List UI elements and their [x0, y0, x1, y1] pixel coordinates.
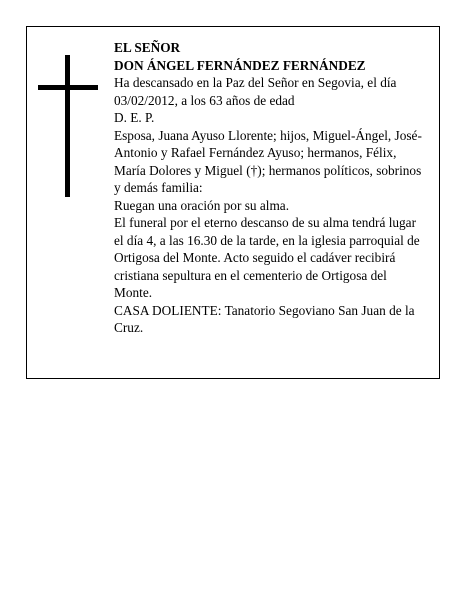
rip-line: D. E. P. — [114, 110, 155, 125]
notice-title-line-2: DON ÁNGEL FERNÁNDEZ FERNÁNDEZ — [114, 57, 366, 73]
funeral-details: El funeral por el eterno descanso de su alma tendrá lugar el día 4, a las 16.30 de la tarde, en la iglesia parroquial de Ortigosa del Monte. Acto seguido el cadáver recibirá cristiana sepultura en el cementerio de Ortigosa del Monte. — [114, 215, 420, 300]
family-list: Esposa, Juana Ayuso Llorente; hijos, Miguel-Ángel, José-Antonio y Rafael Fernández Ayuso; hermanos, Félix, María Dolores y Miguel (†); hermanos políticos, sobrinos y demás familia: — [114, 127, 422, 195]
death-announcement: Ha descansado en la Paz del Señor en Segovia, el día 03/02/2012, a los 63 años de edad — [114, 75, 397, 108]
cross-icon — [38, 55, 98, 197]
mourning-house: CASA DOLIENTE: Tanatorio Segoviano San Juan de la Cruz. — [114, 302, 415, 335]
notice-title-line-1: EL SEÑOR — [114, 40, 181, 55]
obituary-text — [114, 39, 424, 337]
cross-horizontal-bar — [38, 85, 98, 90]
cross-vertical-bar — [65, 55, 70, 197]
prayer-request: Ruegan una oración por su alma. — [114, 197, 290, 213]
